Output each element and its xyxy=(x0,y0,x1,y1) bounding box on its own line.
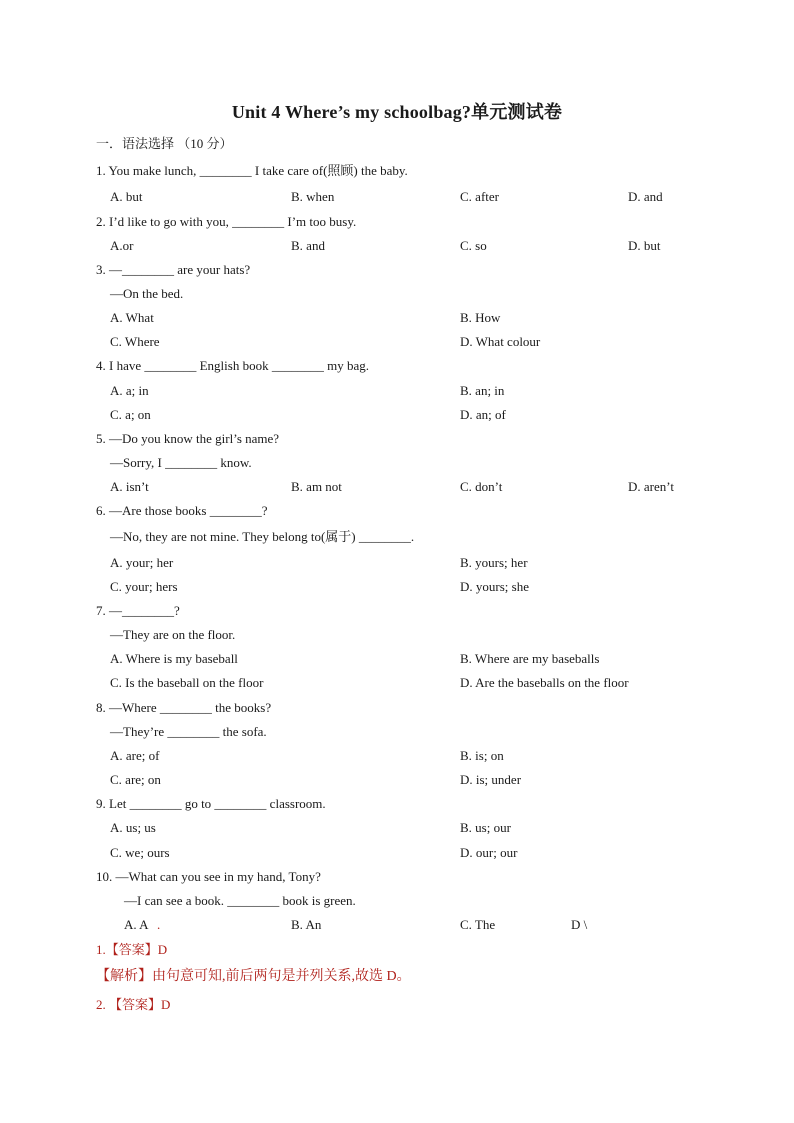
option-c: C. your; hers xyxy=(110,579,178,594)
option-d: D. but xyxy=(628,238,661,253)
question-reply: —On the bed. xyxy=(110,286,184,301)
question-stem: 2. I’d like to go with you, ________ I’m too busy. xyxy=(96,214,357,229)
option-a: A. isn’t xyxy=(110,479,149,494)
option-b: B. How xyxy=(460,310,501,325)
question-stem: 8. —Where ________ the books? xyxy=(96,700,272,715)
option-c: C. are; on xyxy=(110,772,161,787)
option-c: C. Is the baseball on the floor xyxy=(110,675,264,690)
option-a: A.or xyxy=(110,238,134,253)
option-c: C. so xyxy=(460,238,487,253)
question-stem: 4. I have ________ English book ________ my bag. xyxy=(96,358,369,373)
option-c: C. we; ours xyxy=(110,845,170,860)
option-b: B. An xyxy=(291,917,322,932)
option-a: A. but xyxy=(110,189,143,204)
question-stem: 6. —Are those books ________? xyxy=(96,503,268,518)
option-a: A. are; of xyxy=(110,748,160,763)
option-c: C. Where xyxy=(110,334,160,349)
answer-2: 2. 【答案】D xyxy=(96,997,171,1012)
option-d: D. Are the baseballs on the floor xyxy=(460,675,629,690)
option-b: B. is; on xyxy=(460,748,504,763)
option-b: B. and xyxy=(291,238,325,253)
answer-1-explanation: 【解析】由句意可知,前后两句是并列关系,故选 D。 xyxy=(96,969,411,984)
question-stem: 9. Let ________ go to ________ classroom. xyxy=(96,796,326,811)
page-title: Unit 4 Where’s my schoolbag?单元测试卷 xyxy=(231,102,563,122)
option-c: C. The xyxy=(460,917,496,932)
section-heading: 一．语法选择 （10 分） xyxy=(96,136,233,151)
option-c: C. don’t xyxy=(460,479,503,494)
option-d: D. and xyxy=(628,189,663,204)
question-reply: —Sorry, I ________ know. xyxy=(110,455,252,470)
option-a: A. Where is my baseball xyxy=(110,651,238,666)
question-stem: 7. —________? xyxy=(96,603,180,618)
question-reply: —They’re ________ the sofa. xyxy=(110,724,267,739)
option-b: B. when xyxy=(291,189,335,204)
option-a: A. your; her xyxy=(110,555,174,570)
option-b: B. us; our xyxy=(460,820,511,835)
option-c: C. after xyxy=(460,189,499,204)
question-reply: —I can see a book. ________ book is green. xyxy=(124,893,356,908)
question-reply: —They are on the floor. xyxy=(110,627,236,642)
question-stem: 1. You make lunch, ________ I take care of(照顾) the baby. xyxy=(96,163,408,178)
option-d: D. yours; she xyxy=(460,579,529,594)
option-b: B. an; in xyxy=(460,383,505,398)
option-a: A. a; in xyxy=(110,383,149,398)
option-c: C. a; on xyxy=(110,407,151,422)
option-a: A. What xyxy=(110,310,154,325)
option-b: B. Where are my baseballs xyxy=(460,651,600,666)
red-dot-mark: . xyxy=(157,917,161,932)
question-stem: 3. —________ are your hats? xyxy=(96,262,251,277)
option-d: D. an; of xyxy=(460,407,506,422)
question-reply: —No, they are not mine. They belong to(属于) ________. xyxy=(110,529,415,544)
option-b: B. am not xyxy=(291,479,342,494)
option-a: A. us; us xyxy=(110,820,156,835)
option-d: D. our; our xyxy=(460,845,518,860)
option-a: A. A xyxy=(124,917,149,932)
option-d: D. is; under xyxy=(460,772,522,787)
question-stem: 5. —Do you know the girl’s name? xyxy=(96,431,280,446)
option-d: D \ xyxy=(571,917,588,932)
option-b: B. yours; her xyxy=(460,555,528,570)
question-stem: 10. —What can you see in my hand, Tony? xyxy=(96,869,321,884)
answer-1: 1.【答案】D xyxy=(96,942,168,957)
option-d: D. aren’t xyxy=(628,479,674,494)
option-d: D. What colour xyxy=(460,334,541,349)
